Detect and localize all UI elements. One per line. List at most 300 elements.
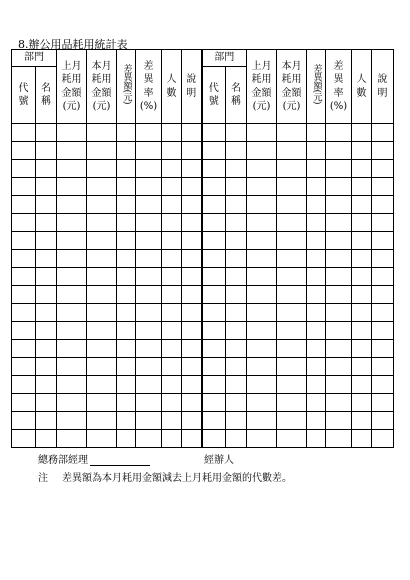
table-cell[interactable]	[87, 142, 117, 160]
table-cell[interactable]	[182, 178, 202, 196]
table-cell[interactable]	[162, 214, 182, 232]
table-cell[interactable]	[372, 231, 394, 249]
table-cell[interactable]	[36, 411, 57, 429]
table-cell[interactable]	[277, 339, 307, 357]
table-cell[interactable]	[12, 160, 36, 178]
table-cell[interactable]	[277, 231, 307, 249]
table-cell[interactable]	[182, 357, 202, 375]
table-cell[interactable]	[352, 321, 372, 339]
table-cell[interactable]	[352, 357, 372, 375]
table-cell[interactable]	[117, 178, 136, 196]
table-cell[interactable]	[307, 231, 326, 249]
table-cell[interactable]	[202, 393, 226, 411]
table-row	[12, 267, 394, 285]
table-cell[interactable]	[136, 214, 162, 232]
table-cell[interactable]	[182, 160, 202, 178]
table-cell[interactable]	[326, 321, 352, 339]
table-cell[interactable]	[202, 231, 226, 249]
table-cell[interactable]	[247, 321, 277, 339]
table-cell[interactable]	[307, 375, 326, 393]
table-cell[interactable]	[12, 142, 36, 160]
table-cell[interactable]	[162, 303, 182, 321]
table-cell[interactable]	[12, 249, 36, 267]
table-cell[interactable]	[352, 411, 372, 429]
table-cell[interactable]	[12, 196, 36, 214]
table-cell[interactable]	[326, 178, 352, 196]
table-cell[interactable]	[36, 339, 57, 357]
table-cell[interactable]	[87, 339, 117, 357]
table-cell[interactable]	[57, 303, 87, 321]
table-cell[interactable]	[277, 393, 307, 411]
table-cell[interactable]	[87, 375, 117, 393]
table-cell[interactable]	[247, 303, 277, 321]
table-row	[12, 321, 394, 339]
table-cell[interactable]	[117, 249, 136, 267]
table-cell[interactable]	[36, 124, 57, 142]
table-cell[interactable]	[247, 142, 277, 160]
table-cell[interactable]	[162, 231, 182, 249]
table-cell[interactable]	[226, 285, 247, 303]
table-cell[interactable]	[202, 411, 226, 429]
table-cell[interactable]	[136, 178, 162, 196]
table-cell[interactable]	[136, 411, 162, 429]
table-cell[interactable]	[352, 375, 372, 393]
table-cell[interactable]	[182, 214, 202, 232]
table-cell[interactable]	[12, 321, 36, 339]
table-cell[interactable]	[372, 393, 394, 411]
table-cell[interactable]	[247, 196, 277, 214]
table-cell[interactable]	[372, 142, 394, 160]
table-cell[interactable]	[277, 196, 307, 214]
table-cell[interactable]	[352, 303, 372, 321]
table-cell[interactable]	[326, 160, 352, 178]
table-cell[interactable]	[162, 321, 182, 339]
table-cell[interactable]	[202, 321, 226, 339]
table-cell[interactable]	[136, 231, 162, 249]
table-cell[interactable]	[57, 249, 87, 267]
table-cell[interactable]	[87, 249, 117, 267]
table-cell[interactable]	[36, 249, 57, 267]
table-cell[interactable]	[117, 411, 136, 429]
table-cell[interactable]	[307, 267, 326, 285]
table-cell[interactable]	[12, 124, 36, 142]
table-cell[interactable]	[326, 411, 352, 429]
table-cell[interactable]	[36, 214, 57, 232]
table-cell[interactable]	[352, 214, 372, 232]
table-cell[interactable]	[136, 249, 162, 267]
table-cell[interactable]	[12, 357, 36, 375]
table-cell[interactable]	[117, 357, 136, 375]
table-cell[interactable]	[247, 429, 277, 447]
table-cell[interactable]	[372, 267, 394, 285]
table-cell[interactable]	[182, 124, 202, 142]
table-cell[interactable]	[87, 214, 117, 232]
table-cell[interactable]	[36, 142, 57, 160]
table-cell[interactable]	[182, 411, 202, 429]
table-cell[interactable]	[372, 160, 394, 178]
header-text: 率	[333, 87, 344, 99]
table-cell[interactable]	[182, 249, 202, 267]
table-cell[interactable]	[87, 321, 117, 339]
table-cell[interactable]	[202, 249, 226, 267]
table-cell[interactable]	[372, 196, 394, 214]
table-cell[interactable]	[57, 393, 87, 411]
table-cell[interactable]	[117, 321, 136, 339]
table-cell[interactable]	[57, 339, 87, 357]
table-cell[interactable]	[136, 267, 162, 285]
table-cell[interactable]	[36, 178, 57, 196]
table-cell[interactable]	[307, 124, 326, 142]
table-cell[interactable]	[182, 393, 202, 411]
table-cell[interactable]	[136, 393, 162, 411]
table-cell[interactable]	[57, 375, 87, 393]
table-cell[interactable]	[247, 339, 277, 357]
table-cell[interactable]	[136, 285, 162, 303]
table-cell[interactable]	[36, 429, 57, 447]
table-cell[interactable]	[326, 375, 352, 393]
table-cell[interactable]	[326, 429, 352, 447]
table-cell[interactable]	[352, 393, 372, 411]
table-cell[interactable]	[12, 339, 36, 357]
table-cell[interactable]	[12, 285, 36, 303]
table-cell[interactable]	[226, 375, 247, 393]
table-cell[interactable]	[162, 196, 182, 214]
table-cell[interactable]	[162, 339, 182, 357]
table-cell[interactable]	[57, 142, 87, 160]
table-cell[interactable]	[352, 339, 372, 357]
table-cell[interactable]	[247, 393, 277, 411]
table-cell[interactable]	[57, 196, 87, 214]
table-cell[interactable]	[226, 321, 247, 339]
table-cell[interactable]	[307, 357, 326, 375]
table-cell[interactable]	[57, 429, 87, 447]
table-cell[interactable]	[372, 124, 394, 142]
table-cell[interactable]	[182, 231, 202, 249]
table-cell[interactable]	[307, 393, 326, 411]
table-cell[interactable]	[12, 375, 36, 393]
table-cell[interactable]	[117, 160, 136, 178]
table-cell[interactable]	[136, 357, 162, 375]
table-cell[interactable]	[326, 142, 352, 160]
table-cell[interactable]	[12, 214, 36, 232]
dept-header: 部門	[12, 50, 57, 67]
table-cell[interactable]	[87, 267, 117, 285]
table-cell[interactable]	[352, 160, 372, 178]
headcount-header	[162, 50, 182, 124]
table-cell[interactable]	[307, 214, 326, 232]
table-cell[interactable]	[352, 285, 372, 303]
table-cell[interactable]	[117, 214, 136, 232]
table-cell[interactable]	[372, 303, 394, 321]
table-cell[interactable]	[326, 393, 352, 411]
table-cell[interactable]	[247, 375, 277, 393]
table-cell[interactable]	[136, 124, 162, 142]
table-cell[interactable]	[202, 124, 226, 142]
table-cell[interactable]	[57, 231, 87, 249]
table-cell[interactable]	[36, 321, 57, 339]
header-text: 稱	[41, 96, 51, 107]
table-cell[interactable]	[57, 178, 87, 196]
table-cell[interactable]	[352, 196, 372, 214]
table-cell[interactable]	[326, 285, 352, 303]
table-cell[interactable]	[36, 231, 57, 249]
table-cell[interactable]	[136, 321, 162, 339]
table-cell[interactable]	[202, 214, 226, 232]
table-cell[interactable]	[277, 214, 307, 232]
table-cell[interactable]	[226, 249, 247, 267]
table-cell[interactable]	[57, 321, 87, 339]
table-cell[interactable]	[226, 303, 247, 321]
table-cell[interactable]	[226, 231, 247, 249]
table-cell[interactable]	[277, 411, 307, 429]
table-cell[interactable]	[87, 178, 117, 196]
table-cell[interactable]	[247, 357, 277, 375]
table-cell[interactable]	[352, 267, 372, 285]
table-cell[interactable]	[326, 124, 352, 142]
table-cell[interactable]	[202, 285, 226, 303]
table-cell[interactable]	[372, 357, 394, 375]
table-cell[interactable]	[277, 124, 307, 142]
table-cell[interactable]	[12, 393, 36, 411]
table-cell[interactable]	[307, 178, 326, 196]
table-cell[interactable]	[87, 231, 117, 249]
table-cell[interactable]	[226, 142, 247, 160]
table-cell[interactable]	[182, 321, 202, 339]
table-cell[interactable]	[372, 411, 394, 429]
table-cell[interactable]	[117, 339, 136, 357]
table-cell[interactable]	[352, 142, 372, 160]
table-cell[interactable]	[247, 231, 277, 249]
table-cell[interactable]	[247, 214, 277, 232]
table-cell[interactable]	[12, 231, 36, 249]
table-cell[interactable]	[117, 231, 136, 249]
table-cell[interactable]	[36, 375, 57, 393]
table-cell[interactable]	[372, 214, 394, 232]
table-cell[interactable]	[36, 160, 57, 178]
table-cell[interactable]	[277, 375, 307, 393]
header-text: 號	[208, 96, 219, 107]
table-cell[interactable]	[57, 124, 87, 142]
table-cell[interactable]	[36, 196, 57, 214]
table-cell[interactable]	[277, 249, 307, 267]
table-cell[interactable]	[182, 375, 202, 393]
table-cell[interactable]	[202, 303, 226, 321]
table-cell[interactable]	[307, 142, 326, 160]
table-cell[interactable]	[372, 178, 394, 196]
table-cell[interactable]	[87, 285, 117, 303]
table-cell[interactable]	[247, 411, 277, 429]
table-cell[interactable]	[117, 124, 136, 142]
table-cell[interactable]	[202, 178, 226, 196]
table-cell[interactable]	[36, 285, 57, 303]
table-cell[interactable]	[247, 249, 277, 267]
header-text: (元)	[282, 101, 301, 113]
table-cell[interactable]	[36, 393, 57, 411]
table-cell[interactable]	[162, 267, 182, 285]
table-cell[interactable]	[136, 196, 162, 214]
table-cell[interactable]	[117, 429, 136, 447]
table-cell[interactable]	[202, 375, 226, 393]
table-cell[interactable]	[307, 321, 326, 339]
table-cell[interactable]	[117, 142, 136, 160]
table-cell[interactable]	[87, 124, 117, 142]
table-cell[interactable]	[87, 303, 117, 321]
table-cell[interactable]	[277, 321, 307, 339]
table-cell[interactable]	[202, 267, 226, 285]
table-cell[interactable]	[87, 196, 117, 214]
table-cell[interactable]	[277, 267, 307, 285]
table-cell[interactable]	[226, 214, 247, 232]
table-cell[interactable]	[162, 178, 182, 196]
table-cell[interactable]	[326, 339, 352, 357]
table-cell[interactable]	[12, 178, 36, 196]
table-cell[interactable]	[247, 178, 277, 196]
table-cell[interactable]	[247, 267, 277, 285]
table-cell[interactable]	[307, 339, 326, 357]
table-cell[interactable]	[277, 142, 307, 160]
manager-signature-field[interactable]	[90, 465, 150, 466]
table-cell[interactable]	[36, 267, 57, 285]
table-cell[interactable]	[277, 303, 307, 321]
table-cell[interactable]	[307, 249, 326, 267]
table-cell[interactable]	[307, 160, 326, 178]
table-cell[interactable]	[136, 429, 162, 447]
table-cell[interactable]	[36, 303, 57, 321]
table-cell[interactable]	[226, 393, 247, 411]
table-cell[interactable]	[87, 357, 117, 375]
table-cell[interactable]	[307, 303, 326, 321]
table-cell[interactable]	[247, 160, 277, 178]
table-cell[interactable]	[226, 124, 247, 142]
table-cell[interactable]	[277, 285, 307, 303]
table-cell[interactable]	[352, 429, 372, 447]
table-cell[interactable]	[117, 267, 136, 285]
table-cell[interactable]	[307, 285, 326, 303]
table-cell[interactable]	[326, 214, 352, 232]
table-cell[interactable]	[226, 411, 247, 429]
table-cell[interactable]	[87, 429, 117, 447]
table-cell[interactable]	[226, 160, 247, 178]
table-cell[interactable]	[182, 303, 202, 321]
table-cell[interactable]	[326, 196, 352, 214]
table-cell[interactable]	[162, 285, 182, 303]
table-cell[interactable]	[12, 411, 36, 429]
table-cell[interactable]	[117, 303, 136, 321]
table-cell[interactable]	[57, 411, 87, 429]
table-cell[interactable]	[182, 429, 202, 447]
table-cell[interactable]	[162, 124, 182, 142]
table-cell[interactable]	[117, 375, 136, 393]
header-text: 耗用	[91, 74, 112, 86]
table-cell[interactable]	[372, 249, 394, 267]
table-cell[interactable]	[202, 339, 226, 357]
table-cell[interactable]	[326, 267, 352, 285]
table-cell[interactable]	[226, 178, 247, 196]
table-cell[interactable]	[372, 375, 394, 393]
table-cell[interactable]	[372, 429, 394, 447]
table-cell[interactable]	[182, 196, 202, 214]
table-cell[interactable]	[202, 196, 226, 214]
table-cell[interactable]	[12, 303, 36, 321]
table-cell[interactable]	[136, 142, 162, 160]
table-cell[interactable]	[57, 267, 87, 285]
table-cell[interactable]	[162, 142, 182, 160]
table-cell[interactable]	[57, 160, 87, 178]
table-cell[interactable]	[182, 142, 202, 160]
table-cell[interactable]	[12, 429, 36, 447]
table-cell[interactable]	[136, 303, 162, 321]
table-cell[interactable]	[277, 178, 307, 196]
table-cell[interactable]	[226, 339, 247, 357]
table-cell[interactable]	[307, 411, 326, 429]
table-cell[interactable]	[117, 393, 136, 411]
table-cell[interactable]	[202, 357, 226, 375]
table-cell[interactable]	[57, 214, 87, 232]
table-cell[interactable]	[326, 249, 352, 267]
table-cell[interactable]	[87, 160, 117, 178]
table-cell[interactable]	[226, 357, 247, 375]
table-cell[interactable]	[162, 357, 182, 375]
table-row	[12, 339, 394, 357]
table-cell[interactable]	[162, 411, 182, 429]
table-cell[interactable]	[57, 285, 87, 303]
table-cell[interactable]	[226, 429, 247, 447]
table-cell[interactable]	[307, 196, 326, 214]
table-cell[interactable]	[117, 196, 136, 214]
table-cell[interactable]	[372, 285, 394, 303]
table-cell[interactable]	[136, 339, 162, 357]
table-cell[interactable]	[162, 249, 182, 267]
table-cell[interactable]	[226, 267, 247, 285]
table-cell[interactable]	[326, 231, 352, 249]
table-cell[interactable]	[162, 429, 182, 447]
table-cell[interactable]	[247, 124, 277, 142]
table-cell[interactable]	[136, 375, 162, 393]
table-cell[interactable]	[87, 393, 117, 411]
table-cell[interactable]	[57, 357, 87, 375]
table-cell[interactable]	[182, 285, 202, 303]
table-cell[interactable]	[162, 160, 182, 178]
table-cell[interactable]	[326, 357, 352, 375]
table-cell[interactable]	[202, 429, 226, 447]
table-cell[interactable]	[36, 357, 57, 375]
table-cell[interactable]	[12, 267, 36, 285]
table-cell[interactable]	[87, 411, 117, 429]
table-cell[interactable]	[162, 375, 182, 393]
table-cell[interactable]	[277, 357, 307, 375]
table-cell[interactable]	[162, 393, 182, 411]
table-cell[interactable]	[307, 429, 326, 447]
table-cell[interactable]	[352, 178, 372, 196]
table-cell[interactable]	[277, 160, 307, 178]
header-text: (元)	[252, 101, 271, 113]
table-cell[interactable]	[136, 160, 162, 178]
table-cell[interactable]	[277, 429, 307, 447]
table-cell[interactable]	[326, 303, 352, 321]
table-cell[interactable]	[182, 339, 202, 357]
table-cell[interactable]	[352, 124, 372, 142]
table-cell[interactable]	[247, 285, 277, 303]
table-cell[interactable]	[372, 339, 394, 357]
table-cell[interactable]	[372, 321, 394, 339]
table-cell[interactable]	[182, 267, 202, 285]
table-cell[interactable]	[226, 196, 247, 214]
table-cell[interactable]	[202, 142, 226, 160]
table-cell[interactable]	[352, 231, 372, 249]
table-cell[interactable]	[202, 160, 226, 178]
table-cell[interactable]	[352, 249, 372, 267]
table-cell[interactable]	[117, 285, 136, 303]
